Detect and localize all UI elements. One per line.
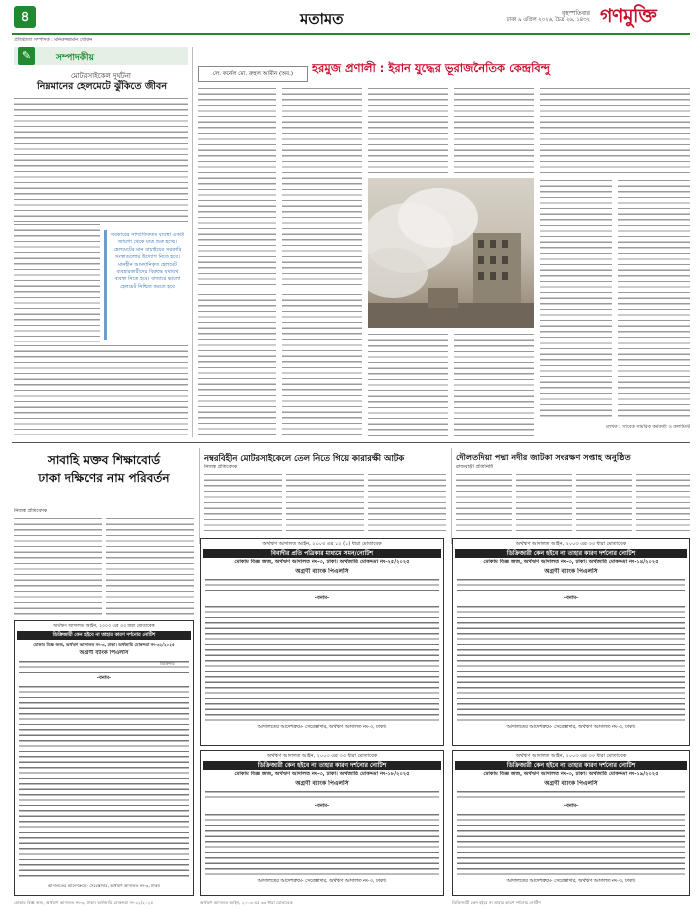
notice-1-decree-holder: অগ্রণী ব্যাংক পিএলসি xyxy=(295,568,349,575)
notice-2-footer: আদালতের আদেশক্রমে- সেরেস্তাদার, অর্থঋণ আদালত নং-৩, ঢাকা। xyxy=(506,725,636,730)
notice-1-footer: আদালতের আদেশক্রমে- সেরেস্তাদার, অর্থঋণ আদালত নং-৩, ঢাকা। xyxy=(257,725,387,730)
news-body-2b xyxy=(286,472,364,534)
notice-5-body-a xyxy=(457,789,685,801)
news-body-3d xyxy=(636,472,690,534)
day-label: বৃহস্পতিবার xyxy=(562,10,590,17)
notice-2-title: ডিক্রিজারী কেন হইবে না তাহার কারণ দর্শনোর নোটিশ xyxy=(455,549,687,558)
editorial-icon: ✎ xyxy=(18,47,35,65)
notice-2-law: অর্থঋণ আদালত আইন, ২০০৩ এর ৩৩ ধারা মোতাবেক xyxy=(515,541,627,547)
feature-col-3 xyxy=(368,86,448,176)
notice-5-footer: আদালতের আদেশক্রমে- সেরেস্তাদার, অর্থঋণ আদালত নং-৩, ঢাকা। xyxy=(506,879,636,884)
news-body-3b xyxy=(516,472,572,534)
section-rule xyxy=(12,442,690,443)
feature-col-10 xyxy=(540,178,612,418)
feature-col-11 xyxy=(618,178,690,418)
feature-col-9 xyxy=(540,86,690,176)
notice-6-law: অর্থঋণ আদালত আইন, ২০০৩ এর ৩৩ ধারা মোতাবেক xyxy=(200,900,293,905)
notice-6-case: মোকাম বিজ্ঞ জজ, অর্থঋণ আদালত নং-৩, ঢাকা। অর্থজারি মোকদ্দমা নং-২২/২০২৫ xyxy=(14,900,154,905)
news-body-2c xyxy=(368,472,446,534)
editorial-pull-quote: সরকারের সাম্প্রতিকতম ব্যবস্থা একটা জায়গা থেকে মাত্র শুরু হচ্ছে। হেলমেটের মান যাচাইয়ের সরকারি সংস্থাগুলোর উদ্যোগ নিতে হবে। মানহীন আমদানিকৃত হেলমেট ব্যবহারকারীদের বিরুদ্ধে যথাযথ ব্যবস্থা নিতে হবে। বাজারে ভালো হেলমেট নিশ্চিত করতে হবে xyxy=(110,232,185,290)
news-divider-1 xyxy=(199,448,200,544)
editorial-body-left xyxy=(14,222,100,342)
notice-5-body-b xyxy=(457,812,685,876)
page-number-badge: ৪ xyxy=(14,6,36,28)
feature-byline: লে. কর্নেল মো. রুহুল আমীন (অব.) xyxy=(212,71,294,77)
editorial-pull-quote-box xyxy=(104,230,188,340)
legal-notice-2 xyxy=(452,538,690,746)
news-dateline-3: রাজবাড়ী প্রতিনিধি xyxy=(456,464,494,470)
news-body-1a xyxy=(14,516,102,616)
news-body-2a xyxy=(204,472,282,534)
news-dateline-2: নিজস্ব প্রতিবেদক xyxy=(204,464,238,470)
decree-holder-label: ডিক্রিদার xyxy=(160,661,175,666)
notice-4-body-b xyxy=(205,812,439,876)
notice-5-decree-holder: অগ্রণী ব্যাংক পিএলসি xyxy=(544,780,598,787)
notice-2-case: মোকাম বিজ্ঞ জজ, অর্থঋণ আদালত নং-৩, ঢাকা। অর্থজারি মোকদ্দমা নং-১৪/২০২৫ xyxy=(483,559,659,565)
notice-5-vs: -বনাম- xyxy=(563,803,579,809)
notice-3-title: ডিক্রিজারী কেন হইবে না তাহার কারণ দর্শনোর নোটিশ xyxy=(17,631,191,640)
editorial-label: সম্পাদকীয় xyxy=(56,53,94,63)
header-rule xyxy=(12,33,690,35)
notice-3-body-b xyxy=(19,684,189,880)
feature-col-7 xyxy=(368,332,448,437)
notice-4-law: অর্থঋণ আদালত আইন, ২০০৩ এর ৩৩ ধারা মোতাবেক xyxy=(266,753,378,759)
notice-4-footer: আদালতের আদেশক্রমে- সেরেস্তাদার, অর্থঋণ আদালত নং-৩, ঢাকা। xyxy=(257,879,387,884)
notice-1-title: বিবাদীর প্রতি পত্রিকার মাধ্যমে সমন/নোটিশ xyxy=(203,549,441,558)
notice-6-title: ডিক্রিজারী কেন হইবে না তাহার কারণ দর্শনোর নোটিশ xyxy=(452,900,541,905)
editorial-headline: নিম্নমানের হেলমেটে ঝুঁকিতে জীবন xyxy=(37,81,167,92)
notice-3-case: মোকাম বিজ্ঞ জজ, অর্থঋণ আদালত নং-৩, ঢাকা। অর্থজারি মোকদ্দমা নং-৩২/২০২৫ xyxy=(33,642,175,647)
section-title: মতামত xyxy=(300,10,344,28)
notice-3-footer: আদালতের আদেশক্রমে- সেরেস্তাদার, অর্থঋণ আদালত নং-৩, ঢাকা। xyxy=(47,883,161,888)
editor-credit: প্রতিষ্ঠাতা সম্পাদক : মনিরুজ্জামান খোকন xyxy=(14,38,93,43)
notice-2-decree-holder: অগ্রণী ব্যাংক পিএলসি xyxy=(544,568,598,575)
notice-3-decree-holder: অগ্রণী ব্যাংক পিএলসি xyxy=(79,650,129,656)
column-divider xyxy=(192,47,193,437)
notice-1-case: মোকাম বিজ্ঞ জজ, অর্থঋণ আদালত নং-৩, ঢাকা। অর্থজারি মোকদ্দমা নং-২৫/২০২৫ xyxy=(234,559,410,565)
editorial-kicker: মোটরসাইকেল দুর্ঘটনা xyxy=(71,72,131,80)
notice-5-title: ডিক্রিজারী কেন হইবে না তাহার কারণ দর্শনোর নোটিশ xyxy=(455,761,687,770)
notice-2-body-a xyxy=(457,577,685,593)
news-headline-1b: ঢাকা দক্ষিণের নাম পরিবর্তন xyxy=(38,471,170,485)
notice-4-title: ডিক্রিজারী কেন হইবে না তাহার কারণ দর্শনোর নোটিশ xyxy=(203,761,441,770)
news-body-3c xyxy=(576,472,632,534)
feature-col-4 xyxy=(454,86,534,176)
notice-3-law: অর্থঋণ আদালত আইন, ২০০৩ এর ৩৩ ধারা মোতাবেক xyxy=(53,624,155,629)
news-dateline-1: নিজস্ব প্রতিবেদক xyxy=(14,508,48,514)
notice-1-vs: -বনাম- xyxy=(314,595,330,601)
feature-photo xyxy=(368,178,534,328)
smoke-building-illustration xyxy=(368,178,534,328)
feature-author-note: লেখক : সাবেক সামরিক কর্মকর্তা ও কলামিস্ট xyxy=(605,425,690,430)
feature-col-1 xyxy=(198,86,276,286)
feature-headline: হরমুজ প্রণালী : ইরান যুদ্ধের ভূরাজনৈতিক কেন্দ্রবিন্দু xyxy=(312,61,551,75)
notice-5-law: অর্থঋণ আদালত আইন, ২০০৩ এর ৩৩ ধারা মোতাবেক xyxy=(515,753,627,759)
news-body-3a xyxy=(456,472,512,534)
notice-2-body-b xyxy=(457,604,685,722)
legal-notice-1 xyxy=(200,538,444,746)
notice-4-case: মোকাম বিজ্ঞ জজ, অর্থঋণ আদালত নং-৩, ঢাকা। অর্থজারি মোকদ্দমা নং-১৮/২০২৫ xyxy=(234,771,410,777)
notice-2-vs: -বনাম- xyxy=(563,595,579,601)
feature-col-2 xyxy=(282,86,362,286)
notice-1-body-b xyxy=(205,604,439,722)
notice-3-vs: -বনাম- xyxy=(96,675,112,681)
news-body-1b xyxy=(106,516,194,616)
date-label: ঢাকা ৯ এপ্রিল ২০২৬, চৈত্র ২৬, ১৪৩২ xyxy=(506,17,590,23)
notice-1-body-a xyxy=(205,577,439,593)
notice-4-decree-holder: অগ্রণী ব্যাংক পিএলসি xyxy=(295,780,349,787)
news-headline-1a: সাবাহি মক্তব শিক্ষাবোর্ড xyxy=(47,453,161,467)
editorial-body-bottom xyxy=(14,343,188,435)
news-divider-2 xyxy=(451,448,452,544)
notice-1-law: অর্থঋণ আদালত আইন, ২০০৩ এর ১২ (১) ধারা মোতাবেক xyxy=(262,541,382,547)
feature-col-5 xyxy=(198,292,276,437)
masthead-logo: গণমুক্তি xyxy=(600,5,657,27)
legal-notice-4 xyxy=(200,750,444,896)
feature-col-8 xyxy=(454,332,534,437)
legal-notice-5 xyxy=(452,750,690,896)
editorial-body-top xyxy=(14,96,188,222)
feature-col-6 xyxy=(282,292,362,437)
notice-4-body-a xyxy=(205,789,439,801)
notice-5-case: মোকাম বিজ্ঞ জজ, অর্থঋণ আদালত নং-৩, ঢাকা। অর্থজারি মোকদ্দমা নং-১৯/২০২৫ xyxy=(483,771,659,777)
news-headline-2: নম্বরবিহীন মোটরসাইকেলে তেল নিতে গিয়ে কারারক্ষী আটক xyxy=(204,453,405,463)
editorial-label-box xyxy=(14,47,188,65)
notice-4-vs: -বনাম- xyxy=(314,803,330,809)
feature-byline-box xyxy=(198,66,308,82)
news-headline-3: দৌলতদিয়া পদ্মা নদীর জাটকা সংরক্ষণ সপ্তাহ অনুষ্ঠিত xyxy=(456,452,631,462)
